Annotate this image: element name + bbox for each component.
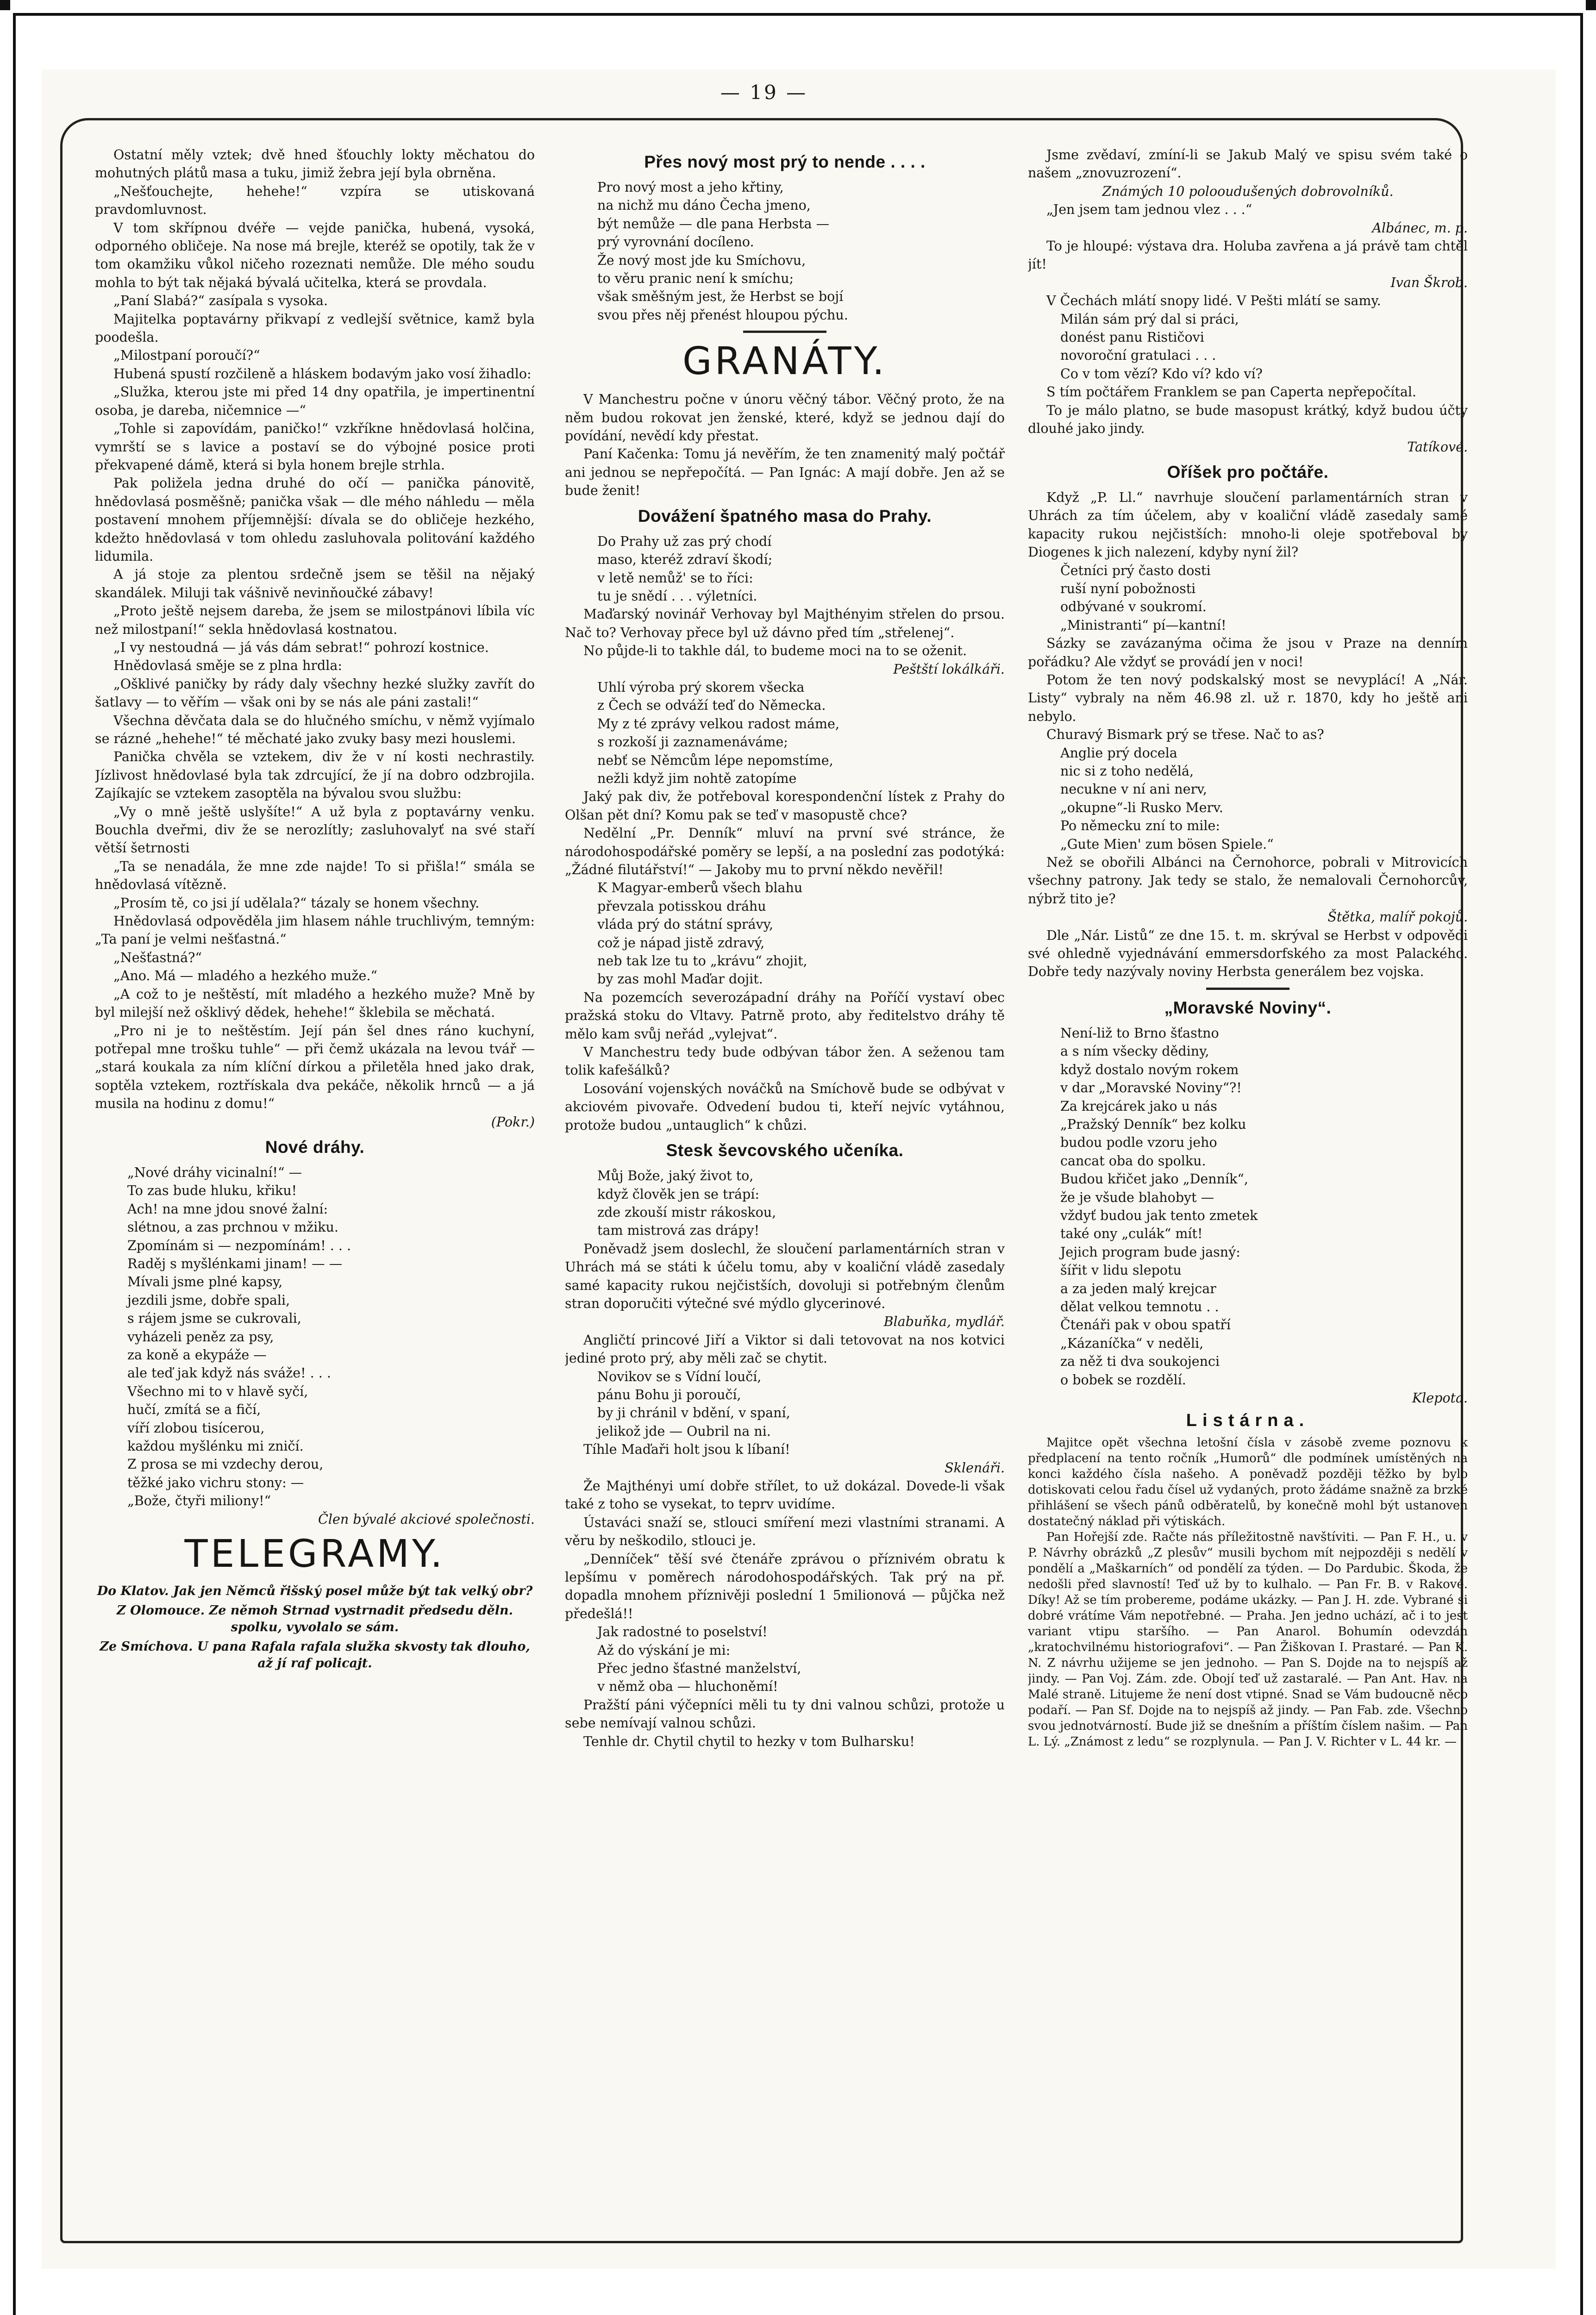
paragraph: A já stoje za plentou srdečně jsem se těšil na nějaký skandálek. Miluji tak vášnivě nevinňoučké zábavy! <box>95 567 535 601</box>
verse-line: Zpomínám si — nezpomínám! . . . <box>127 1238 351 1253</box>
paragraph: Než se obořili Albánci na Černohorce, pobrali v Mitrovicích všechny patrony. Jak tedy se stalo, že nemalovali Černohorcův, nýbrž tito je? <box>1028 855 1468 907</box>
paragraph: Ústaváci snaží se, stlouci smíření mezi vlastními stranami. A věru by neškodilo, stlouci je. <box>565 1514 1005 1549</box>
verse-line: Za krejcárek jako u nás <box>1060 1098 1217 1114</box>
paragraph: V tom skřípnou dvéře — vejde panička, hubená, vysoká, odporného obličeje. Na nose má brejle, kteréž se opotily, tak že v tom okamžiku vůkol ničeho rozeznati nemůže. Dle mého soudu mohla to být tak nějaká bývalá učitelka, která se provdala. <box>95 220 535 290</box>
verse-line: „Nové dráhy vicinalní!“ — <box>127 1164 302 1180</box>
column-left <box>95 146 535 2243</box>
verse-line: cancat oba do spolku. <box>1060 1153 1206 1169</box>
verse-line: tu je snědí . . . výletníci. <box>597 588 757 604</box>
section-heading: Listárna. <box>1186 1411 1310 1431</box>
paragraph: „Pro ni je to neštěstím. Její pán šel dnes ráno kuchyní, potřepal mne trošku tuhle“ — při čemž ukázala na levou tvář — „stará koukala za ním klíční dírkou a přiletěla hned jako drak, soptěla vztekem, roztřískala dva pekáče, několik hrnců — a já musila na hodinu z domu!“ <box>95 1023 535 1112</box>
telegram-line: Do Klatov. Jak jen Němců řišský posel může být tak velký obr? <box>97 1584 533 1599</box>
verse-line: novoroční gratulaci . . . <box>1060 348 1216 363</box>
poem-verses <box>565 178 1005 324</box>
paragraph: Dle „Nár. Listů“ ze dne 15. t. m. skrýval se Herbst v odpovědi své ohledně vyjednávání emmersdorfského za most Palackého. Dobře tedy nazývaly noviny Herbsta generálem bez vojska. <box>1028 927 1468 980</box>
poem-verses <box>1028 744 1468 853</box>
paragraph: „Ano. Má — mladého a hezkého muže.“ <box>113 968 377 984</box>
verse-line: jezdili jsme, dobře spali, <box>127 1292 290 1308</box>
verse-line: necukne v ní ani nerv, <box>1060 782 1207 797</box>
poem-title: Přes nový most prý to nende . . . . <box>644 152 926 171</box>
section-divider <box>743 331 826 333</box>
verse-line: také ony „culák“ mít! <box>1060 1226 1203 1242</box>
column-middle <box>565 146 1005 2243</box>
verse-line: Všechno mi to v hlavě syčí, <box>127 1383 308 1399</box>
story-author: (Pokr.) <box>491 1114 535 1130</box>
paragraph: Churavý Bismark prý se třese. Nač to as? <box>1046 727 1324 743</box>
story-paragraphs <box>95 146 535 1131</box>
poem-verses <box>1028 1024 1468 1389</box>
verse-line: být nemůže — dle pana Herbsta — <box>597 216 830 232</box>
verse-line: Četníci prý často dosti <box>1060 563 1211 578</box>
verse-line: když člověk jen se trápí: <box>597 1186 759 1202</box>
paragraph: Pan Hořejší zde. Račte nás příležitostně navštíviti. — Pan F. H., u. v P. Návrhy obrázků „Z plesův“ musili bychom mít nejpozději s nedělí v pondělí a „Maškarních“ od pondělí za týden. — Do Pardubic. Škoda, že nedošli před slavností! Teď už by to kulhalo. — Pan Fr. B. v Rakové. Díky! Až se tím probereme, podáme ukázky. — Pan J. H. zde. Vybrané si dobré vrátíme Vám nepotřebné. — Praha. Jen jedno uchází, ač i to jest variant vtipu staršího. — Pan Anarol. Bohumín odevzdán „kratochvilnému historiografovi“. — Pan Žiškovan I. Prastaré. — Pan K. N. Z návrhu užijeme se jen jednoho. — Pan S. Dojde na to nejspíš až jindy. — Pan Voj. Zám. zde. Obojí teď už zastaralé. — Pan Ant. Hav. na Malé straně. Litujeme že není dost vtipné. Snad se Vám budoucně něco podaří. — Pan Sf. Dojde na to nejspíš až jindy. — Pan Fab. zde. Všechno svou jednotvárností. Bude již se dnešním a příštím číslem našim. — Pan L. Lý. „Známost z ledu“ se rozplynula. — Pan J. V. Richter v L. 44 kr. — <box>1028 1530 1468 1749</box>
paragraph: Na pozemcích severozápadní dráhy na Poříčí vystaví obec pražská stoku do Vltavy. Patrně proto, aby ředitelstvo dráhy tě mělo kam svůj neřád „vylejvat“. <box>565 989 1005 1042</box>
paragraph: „A což to je neštěstí, mít mladého a hezkého muže? Mně by byl milejší než ošklivý dědek, hehehe!“ šklebila se měchatá. <box>95 986 535 1020</box>
corner-mark <box>0 0 10 10</box>
verse-line: z Čech se odváží teď do Německa. <box>597 698 826 713</box>
poem-verses <box>1028 310 1468 383</box>
paragraph: Hnědovlasá odpověděla jim hlasem náhle truchlivým, temným: „Ta paní je velmi nešťastná.“ <box>95 913 535 947</box>
paragraph: To je málo platno, se bude masopust krátký, když budou účty dlouhé jako jindy. <box>1028 402 1468 437</box>
verse-line: slétnou, a zas prchnou v mžiku. <box>127 1220 338 1235</box>
paragraph: „Tohle si zapovídám, paničko!“ vzkříkne hnědovlasá holčina, vymrští se s lavice a postaví se do výbojné posice proti překvapené dámě, která si byla honem brejle strhla. <box>95 421 535 473</box>
verse-line: a za jeden malý krejcar <box>1060 1281 1216 1296</box>
telegram-line: Ze Smíchova. U pana Rafala rafala služka skvosty tak dlouho, až jí raf policajt. <box>100 1639 530 1671</box>
paragraph: Když „P. Ll.“ navrhuje sloučení parlamentárních stran v Uhrách za tím účelem, aby v koaliční vládě zasedaly samé kapacity rukou nejčistších: mnoho-li oleje spotřeboval by Diogenes k jich nalezení, kdyby nyní žil? <box>1028 489 1468 560</box>
poem-verses <box>565 1368 1005 1441</box>
poem-verses <box>565 879 1005 988</box>
paragraph: Jaký pak div, že potřeboval korespondenční lístek z Prahy do Olšan pět dní? Komu pak se teď v masopustě chce? <box>565 789 1005 823</box>
verse-line: Není-liž to Brno šťastno <box>1060 1025 1219 1041</box>
verse-line: za koně a ekypáže — <box>127 1347 267 1363</box>
verse-line: v letě nemůž' se to říci: <box>597 570 753 586</box>
verse-line: „okupne“-li Rusko Merv. <box>1060 800 1223 815</box>
verse-line: „Gute Mien' zum bösen Spiele.“ <box>1060 836 1274 852</box>
paragraph: Losování vojenských nováčků na Smíchově bude se odbývat v akciovém pivovaře. Odvedení budou ti, kteří nejvíc vytáhnou, protože budou „untauglich“ k chůzi. <box>565 1081 1005 1133</box>
item-title: Stesk ševcovského učeníka. <box>666 1141 904 1160</box>
verse-line: svou přes něj přenést hloupou pýchu. <box>597 307 848 323</box>
poem-verses <box>95 1164 535 1510</box>
paragraph: Majitce opět všechna letošní čísla v zásobě zveme poznovu k předplacení na tento ročník „Humorů“ dle podmínek umístěných na konci každého čísla našeho. A poněvadž později těžko by bylo dotiskovati celou řadu čísel už vydaných, proto žádáme snažně za brzké přihlášení se všech pánů odběratelů, by konečně mohl být ustanoven dostatečný náklad při výtiskách. <box>1028 1435 1468 1528</box>
telegram-line: Z Olomouce. Ze němoh Strnad vystrnadit předsedu děln. spolku, vyvolalo se sám. <box>116 1603 513 1635</box>
verse-line: ruší nyní pobožnosti <box>1060 581 1196 596</box>
paragraph: S tím počtářem Franklem se pan Caperta nepřepočítal. <box>1046 384 1416 400</box>
verse-line: Čtenáři pak v obou spatří <box>1060 1317 1231 1333</box>
verse-line: Pro nový most a jeho křtiny, <box>597 180 784 195</box>
paragraph: Paní Kačenka: Tomu já nevěřím, že ten znamenitý malý počtář ani jednou se nepřepočítá. — Pan Ignác: A mají dobře. Jen až se bude ženit! <box>565 446 1005 499</box>
verse-line: Milán sám prý dal si práci, <box>1060 311 1239 327</box>
verse-line: za něž ti dva soukojenci <box>1060 1354 1220 1370</box>
signature: Klepota. <box>1412 1390 1468 1406</box>
paragraph: Sázky se zavázanýma očima že jsou v Praze na denním pořádku? Ale vždyť se provádí jen v noci! <box>1028 636 1468 669</box>
paragraph: Majitelka poptavárny přikvapí z vedlejší světnice, kamž byla poodešla. <box>95 311 535 345</box>
verse-line: Z prosa se mi vzdechy derou, <box>127 1457 324 1472</box>
verse-line: odbývané v soukromí. <box>1060 599 1207 615</box>
verse-line: „Kázaníčka“ v neděli, <box>1060 1335 1204 1351</box>
signature: Ivan Škrob. <box>1390 275 1468 290</box>
verse-line: Raděj s myšlénkami jinam! — — <box>127 1256 343 1271</box>
verse-line: dělat velkou temnotu . . <box>1060 1299 1219 1314</box>
verse-line: vždyť budou jak tento zmetek <box>1060 1208 1258 1223</box>
verse-line: budou podle vzoru jeho <box>1060 1135 1217 1151</box>
verse-line: ale teď jak když nás sváže! . . . <box>127 1365 331 1381</box>
verse-line: že je všude blahobyt — <box>1060 1189 1214 1205</box>
paragraph: Hnědovlasá směje se z plna hrdla: <box>113 658 342 674</box>
paragraph: „Proto ještě nejsem dareba, že jsem se milostpánovi líbila víc než milostpaní!“ sekla hnědovlasá kostnatou. <box>95 603 535 637</box>
verse-line: Jak radostné to poselství! <box>597 1624 768 1640</box>
paragraph: „Nešťastná?“ <box>113 950 202 965</box>
verse-line: když dostalo novým rokem <box>1060 1062 1239 1077</box>
verse-line: Až do výskání je mi: <box>597 1642 731 1658</box>
verse-line: s rájem jsme se cukrovali, <box>127 1311 301 1326</box>
verse-line: neb tak lze tu to „krávu“ zhojit, <box>597 953 807 969</box>
paragraph: Poněvadž jsem doslechl, že sloučení parlamentárních stran v Uhrách má se státi k účelu tomu, aby v koaliční vládě zasedaly samé kapacity rukou nejčistších, dovoluji si potřebným členům stran doporučiti výtečné své mýdlo glycerinové. <box>565 1241 1005 1311</box>
paragraph: Potom že ten nový podskalský most se nevyplácí! A „Nár. Listy“ vybraly na něm 46.98 zl. už r. 1870, kdy ho ještě ani nebylo. <box>1028 672 1468 724</box>
paragraph: Maďarský novinář Verhovay byl Majthényim střelen do prsou. Nač to? Verhovay přece byl už dávno před tím „střelenej“. <box>565 607 1005 640</box>
poem-verses <box>565 532 1005 606</box>
item-title: Oříšek pro počtáře. <box>1167 462 1329 482</box>
poem-verses <box>565 1623 1005 1696</box>
paragraph: Ostatní měly vztek; dvě hned šťouchly lokty měchatou do mohutných plátů masa a tuku, jimiž žebra její byla obrněna. <box>95 147 535 181</box>
verse-line: by zas mohl Maďar dojit. <box>597 971 763 987</box>
verse-line: v němž oba — hluchoněmí! <box>597 1679 778 1695</box>
verse-line: Že nový most jde ku Smíchovu, <box>597 252 806 268</box>
poem-verses <box>1028 562 1468 635</box>
verse-line: na nichž mu dáno Čecha jmeno, <box>597 198 811 213</box>
verse-line: Po německu zní to mile: <box>1060 818 1220 834</box>
verse-line: pánu Bohu ji poroučí, <box>597 1387 741 1402</box>
item-title: Dovážení špatného masa do Prahy. <box>638 506 932 526</box>
verse-line: prý vyrovnání docíleno. <box>597 234 754 250</box>
paragraph: Všechna děvčata dala se do hlučného smíchu, v němž vyjímalo se rázné „hehehe!“ té měchaté jako zvuky basy mezi houslemi. <box>95 713 535 746</box>
verse-line: My z té zprávy velkou radost máme, <box>597 716 839 732</box>
poem-title: Nové dráhy. <box>265 1137 365 1157</box>
verse-line: nic si z toho nedělá, <box>1060 763 1194 779</box>
verse-line: „Pražský Denník“ bez kolku <box>1060 1116 1246 1132</box>
poem-verses <box>565 1167 1005 1240</box>
verse-line: v dar „Moravské Noviny“?! <box>1060 1080 1242 1096</box>
paragraph: „Nešťouchejte, hehehe!“ vzpíra se utiskovaná pravdomluvnost. <box>95 183 535 218</box>
verse-line: maso, kteréž zdraví škodí; <box>597 552 773 568</box>
paragraph: Pak poližela jedna druhé do očí — panička pánovitě, hnědovlasá posměšně; panička však — dle mého náhledu — měla postavení mnohem příjemnější: dívala se do obličeje hezkého, kdežto hnědovlasá v tom ohledu zasluhovala politování každého lidumila. <box>95 476 535 564</box>
paragraph: „Denníček“ těší své čtenáře zprávou o příznivém obratu k lepšímu v poměrech národohospodářských. Tak prý na př. dopadla mnohem příznivěji poslední 1 5milionová — půjčka než předešlá!! <box>565 1551 1005 1621</box>
verse-line: převzala potisskou dráhu <box>597 898 766 914</box>
section-divider <box>1206 988 1289 990</box>
verse-line: Budou křičet jako „Denník“, <box>1060 1171 1248 1187</box>
paragraph: Nedělní „Pr. Denník“ mluví na první své stránce, že národohospodářské poměry se lepší, a na poslední zas podotýká: „Žádné filutářství!“ — Jakoby mu to první někdo nevěřil! <box>565 826 1005 877</box>
verse-line: tam mistrová zas drápy! <box>597 1223 760 1239</box>
verse-line: s rozkoší ji zaznamenáváme; <box>597 734 788 750</box>
paragraph: „Jen jsem tam jednou vlez . . .“ <box>1046 202 1252 218</box>
verse-line: Novikov se s Vídní loučí, <box>597 1369 762 1384</box>
paragraph: Angličtí princové Jiří a Viktor si dali tetovovat na nos kotvici jediné proto prý, aby měli zač se chytit. <box>565 1332 1005 1366</box>
verse-line: by ji chránil v bdění, v spaní, <box>597 1405 790 1421</box>
paragraph: Známých 10 polooudušených dobrovolníků. <box>1102 183 1394 199</box>
paragraph: Tíhle Maďaři holt jsou k líbaní! <box>583 1442 790 1458</box>
verse-line: to věru pranic není k smíchu; <box>597 271 794 287</box>
paragraph: „Vy o mně ještě uslyšíte!“ A už byla z poptavárny venku. Bouchla dveřmi, div že se nerozlítly; zasluhovalyť na své staří větší šetrnosti <box>95 804 535 856</box>
verse-line: Uhlí výroba prý skorem všecka <box>597 679 805 695</box>
verse-line: však směšným jest, že Herbst se bojí <box>597 289 844 305</box>
verse-line: což je nápad jistě zdravý, <box>597 935 765 951</box>
verse-line: K Magyar-emberů všech blahu <box>597 880 803 896</box>
verse-line: Anglie prý docela <box>1060 745 1177 761</box>
verse-line: Jejich program bude jasný: <box>1060 1244 1240 1260</box>
verse-line: nebť se Němcům lépe nepomstíme, <box>597 752 833 768</box>
verse-line: Můj Bože, jaký život to, <box>597 1168 754 1184</box>
paragraph: „Prosím tě, co jsi jí udělala?“ tázaly se honem všechny. <box>113 895 480 911</box>
verse-line: šířit v lidu slepotu <box>1060 1263 1182 1278</box>
paragraph: No půjde-li to takhle dál, to budeme moci na to se oženit. <box>583 643 967 659</box>
verse-line: a s ním všecky dědiny, <box>1060 1044 1209 1059</box>
verse-line: každou myšlénku mi zničí. <box>127 1439 304 1454</box>
verse-line: víří zlobou tisícerou, <box>127 1420 265 1436</box>
verse-line: „Bože, čtyři miliony!“ <box>127 1493 271 1509</box>
signature: Sklenáři. <box>945 1460 1005 1476</box>
paragraph: Panička chvěla se vztekem, div že v ní kosti nechrastily. Jízlivost hnědovlasé byla tak zdrcující, že jí na dobro odzbrojila. Zajíkajíc se vztekem zasoptěla na bývalou svou službu: <box>95 749 535 801</box>
page-number: — 19 — <box>720 81 808 104</box>
paragraph: Hubená spustí rozčileně a hláskem bodavým jako vosí žihadlo: <box>113 366 532 382</box>
verse-line: Mívali jsme plné kapsy, <box>127 1274 283 1290</box>
paragraph: „Paní Slabá?“ zasípala s vysoka. <box>113 293 328 309</box>
verse-line: hučí, zmítá se a fičí, <box>127 1402 261 1418</box>
signature: Štětka, malíř pokojů. <box>1327 909 1468 925</box>
paragraph: „I vy nestoudná — já vás dám sebrat!“ pohrozí kostnice. <box>113 639 489 655</box>
verse-line: To zas bude hluku, křiku! <box>127 1183 297 1199</box>
paragraph: „Ta se nenadála, že mne zde najde! To si přišla!“ smála se hnědovlasá vítězně. <box>95 858 535 893</box>
verse-line: Do Prahy už zas prý chodí <box>597 533 772 549</box>
verse-line: „Ministranti“ pí—kantní! <box>1060 617 1227 633</box>
paragraph: „Milostpaní poroučí?“ <box>113 348 260 363</box>
verse-line: nežli když jim nohtě zatopíme <box>597 770 797 786</box>
section-heading: GRANÁTY. <box>682 339 887 384</box>
signature: Blabuňka, mydlář. <box>883 1314 1005 1330</box>
paragraph: „Služka, kterou jste mi před 14 dny opatřila, je impertinentní osoba, je dareba, ničemnice —“ <box>95 384 535 418</box>
signature: Tatíkové. <box>1407 439 1468 455</box>
corner-mark <box>1586 0 1596 10</box>
verse-line: Ach! na mne jdou snové žalní: <box>127 1201 328 1217</box>
item-title: „Moravské Noviny“. <box>1164 998 1332 1017</box>
column-right <box>1028 146 1468 2243</box>
paragraph: Že Majthényi umí dobře střílet, to už dokázal. Dovede-li však také z toho se vysekat, to teprv uvidíme. <box>565 1478 1005 1512</box>
paragraph: V Manchestru tedy bude odbývan tábor žen. A seženou tam tolik kafešálků? <box>565 1045 1005 1078</box>
telegram-heading: TELEGRAMY. <box>184 1532 445 1577</box>
paragraph: „Ošklivé paničky by rády daly všechny hezké služky zavřít do šatlavy — to věřím — však oni by se nás ale páni zastali!“ <box>95 676 535 710</box>
paragraph: V Čechách mlátí snopy lidé. V Pešti mlátí se samy. <box>1046 293 1381 309</box>
poem-signature: Člen bývalé akciové společnosti. <box>318 1511 535 1527</box>
verse-line: Přec jedno šťastné manželství, <box>597 1661 801 1677</box>
signature: Peštští lokálkáři. <box>893 661 1005 677</box>
poem-verses <box>565 678 1005 788</box>
paragraph: Pražští páni výčepníci měli tu ty dni valnou schůzi, protože u sebe nemívají valnou schůzi. <box>565 1697 1005 1731</box>
paragraph: Jsme zvědaví, zmíní-li se Jakub Malý ve spisu svém také o našem „znovuzrození“. <box>1028 147 1468 181</box>
verse-line: donést panu Rističovi <box>1060 330 1204 345</box>
paragraph: To je hloupé: výstava dra. Holuba zavřena a já právě tam chtěl jít! <box>1028 238 1468 272</box>
verse-line: vyházeli peněz za psy, <box>127 1329 274 1345</box>
verse-line: o bobek se rozdělí. <box>1060 1372 1186 1388</box>
verse-line: Co v tom vězí? Kdo ví? kdo ví? <box>1060 366 1263 382</box>
paragraph: V Manchestru počne v únoru věčný tábor. Věčný proto, že na něm budou rokovat jen ženské, které, když se jednou dají do povídání, nevědí kdy přestat. <box>565 392 1005 444</box>
verse-line: vláda prý do státní správy, <box>597 917 774 932</box>
signature: Albánec, m. p. <box>1372 220 1468 236</box>
verse-line: zde zkouší mistr rákoskou, <box>597 1204 776 1220</box>
verse-line: jelikož jde — Oubril na ni. <box>597 1423 771 1439</box>
paragraph: Tenhle dr. Chytil chytil to hezky v tom Bulharsku! <box>583 1733 915 1749</box>
verse-line: těžké jako vichru stony: — <box>127 1475 304 1490</box>
